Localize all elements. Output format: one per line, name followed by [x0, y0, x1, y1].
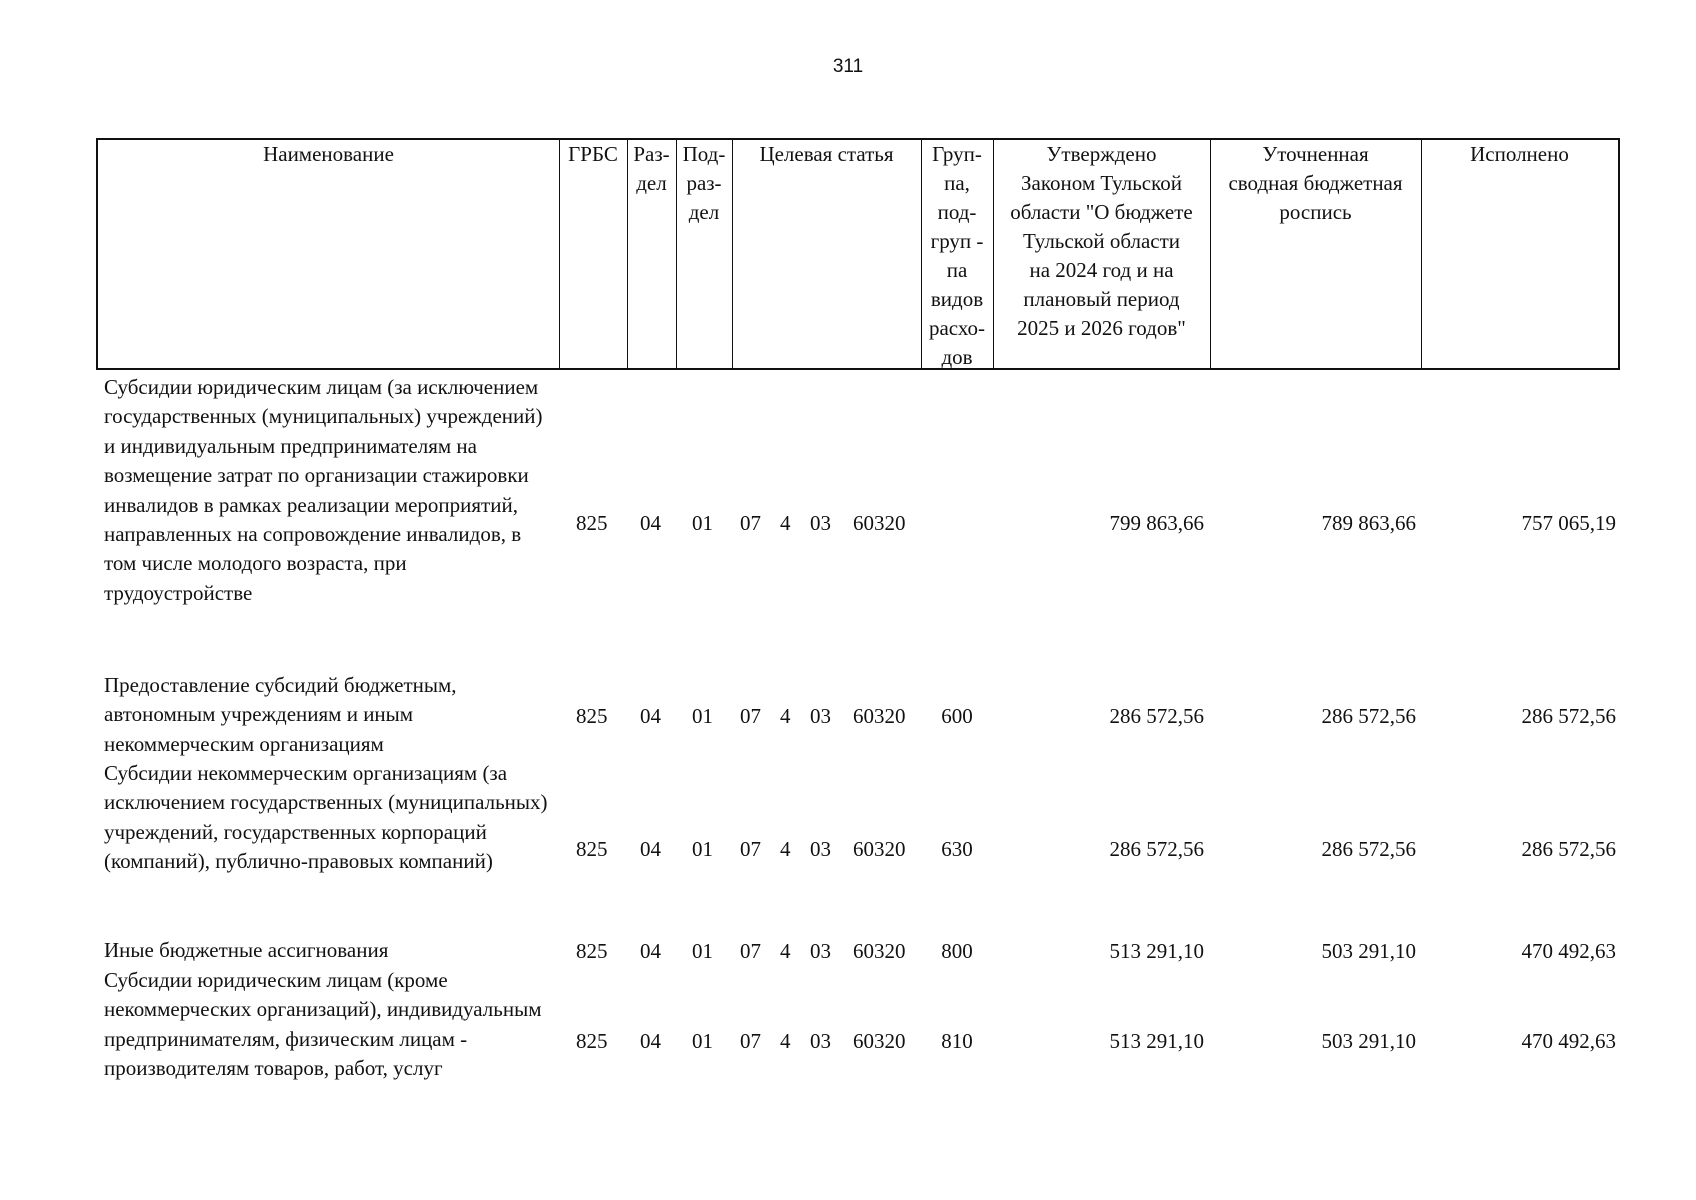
row-expense-group: 800 — [941, 939, 973, 963]
row-podrazdel: 01 — [692, 939, 713, 963]
row-refined: 789 863,66 — [1321, 511, 1416, 535]
row-expense-group: 630 — [941, 837, 973, 861]
row-executed: 470 492,63 — [1521, 939, 1616, 963]
row-target-code: 60320 — [853, 704, 906, 728]
row-name: Субсидии юридическим лицам (кроме некоммерческих организаций), индивидуальным предпринимателям, физическим лицам - производителям товаров, работ, услуг — [104, 968, 542, 1081]
row-target-subprogram: 4 — [780, 704, 791, 728]
row-executed: 286 572,56 — [1521, 704, 1616, 728]
column-divider — [1421, 138, 1422, 370]
row-target-subprogram: 4 — [780, 837, 791, 861]
row-refined: 503 291,10 — [1321, 1029, 1416, 1053]
row-executed: 286 572,56 — [1521, 837, 1616, 861]
row-target-code: 60320 — [853, 1029, 906, 1053]
row-expense-group: 600 — [941, 704, 973, 728]
row-name: Иные бюджетные ассигнования — [104, 938, 389, 962]
row-grbs: 825 — [576, 1029, 608, 1053]
row-podrazdel: 01 — [692, 511, 713, 535]
row-target-event: 03 — [810, 1029, 831, 1053]
row-name: Предоставление субсидий бюджетным, автономным учреждениям и иным некоммерческим организациям — [104, 673, 457, 756]
row-refined: 286 572,56 — [1321, 704, 1416, 728]
header-grbs: ГРБС — [568, 142, 618, 166]
row-podrazdel: 01 — [692, 837, 713, 861]
row-grbs: 825 — [576, 704, 608, 728]
row-executed: 757 065,19 — [1521, 511, 1616, 535]
row-expense-group: 810 — [941, 1029, 973, 1053]
row-target-event: 03 — [810, 511, 831, 535]
row-approved: 286 572,56 — [1109, 704, 1204, 728]
header-refined: Уточненная сводная бюджетная роспись — [1228, 142, 1403, 224]
row-name: Субсидии юридическим лицам (за исключением государственных (муниципальных) учреждений) и индивидуальным предпринимателям на возмещение затрат по организации стажировки инвалидов в рамках реализации мероприятий, направленных на сопровождение инвалидов, в том числе молодого возраста, при трудоустройстве — [104, 375, 543, 605]
header-executed: Исполнено — [1470, 142, 1569, 166]
row-target-subprogram: 4 — [780, 1029, 791, 1053]
row-approved: 286 572,56 — [1109, 837, 1204, 861]
row-razdel: 04 — [640, 837, 661, 861]
row-target-code: 60320 — [853, 837, 906, 861]
row-target-program: 07 — [740, 939, 761, 963]
row-target-program: 07 — [740, 1029, 761, 1053]
row-razdel: 04 — [640, 1029, 661, 1053]
row-grbs: 825 — [576, 511, 608, 535]
row-target-subprogram: 4 — [780, 939, 791, 963]
header-podrazdel: Под- раз- дел — [682, 142, 726, 224]
row-target-program: 07 — [740, 704, 761, 728]
row-refined: 286 572,56 — [1321, 837, 1416, 861]
column-divider — [732, 138, 733, 370]
row-podrazdel: 01 — [692, 1029, 713, 1053]
row-target-event: 03 — [810, 704, 831, 728]
header-razdel: Раз- дел — [633, 142, 670, 195]
row-target-event: 03 — [810, 837, 831, 861]
row-podrazdel: 01 — [692, 704, 713, 728]
row-name: Субсидии некоммерческим организациям (за исключением государственных (муниципальных) учреждений, государственных корпораций (компаний), публично-правовых компаний) — [104, 761, 548, 874]
row-razdel: 04 — [640, 704, 661, 728]
row-target-subprogram: 4 — [780, 511, 791, 535]
header-approved: Утверждено Законом Тульской области "О бюджете Тульской области на 2024 год и на плановый период 2025 и 2026 годов" — [1010, 142, 1193, 340]
header-name: Наименование — [263, 142, 394, 166]
row-approved: 513 291,10 — [1109, 1029, 1204, 1053]
row-target-event: 03 — [810, 939, 831, 963]
row-target-program: 07 — [740, 837, 761, 861]
row-razdel: 04 — [640, 939, 661, 963]
row-grbs: 825 — [576, 939, 608, 963]
row-target-program: 07 — [740, 511, 761, 535]
row-razdel: 04 — [640, 511, 661, 535]
header-target-article: Целевая статья — [759, 142, 894, 166]
row-grbs: 825 — [576, 837, 608, 861]
row-approved: 513 291,10 — [1109, 939, 1204, 963]
row-target-code: 60320 — [853, 939, 906, 963]
row-approved: 799 863,66 — [1109, 511, 1204, 535]
row-target-code: 60320 — [853, 511, 906, 535]
column-divider — [559, 138, 560, 370]
row-refined: 503 291,10 — [1321, 939, 1416, 963]
header-expense-group: Груп- па, под- груп - па видов расхо- дов — [928, 142, 986, 369]
page-number: 311 — [832, 56, 864, 77]
row-executed: 470 492,63 — [1521, 1029, 1616, 1053]
